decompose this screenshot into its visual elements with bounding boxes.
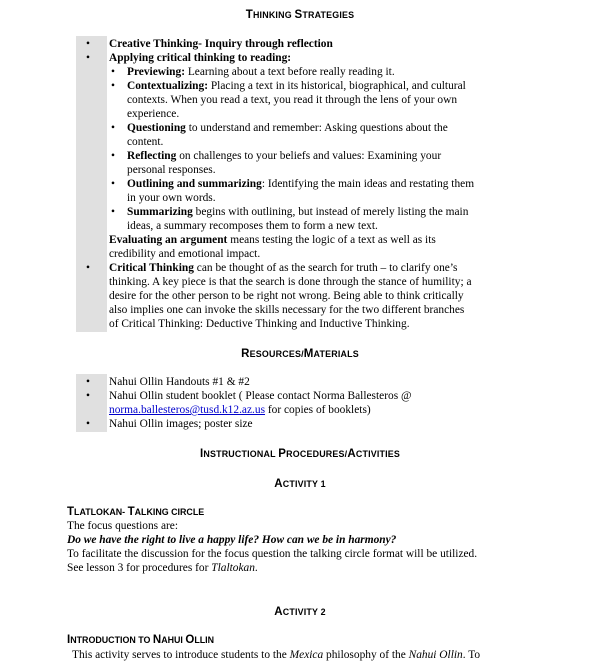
bullet-icon: • (86, 376, 90, 388)
thinking-strategies-heading: THINKING STRATEGIES (245, 9, 355, 21)
nahui-ollin-subheading: INTRODUCTION TO NAHUI OLLIN (67, 634, 215, 646)
list-item: • Summarizing begins with outlining, but instead of merely listing the main ideas, a summary recomposes them to form a new text. (111, 206, 469, 232)
bullet-icon: • (86, 52, 90, 64)
list-item: • Questioning to understand and remember: Asking questions about the content. (111, 122, 448, 148)
list-item: • Previewing: Learning about a text before really reading it. (111, 66, 395, 78)
bullet-icon: • (86, 262, 90, 274)
activity-2-body: This activity serves to introduce students to the Mexica philosophy of the Nahui Ollin. To (72, 649, 481, 661)
activity-1-heading: ACTIVITY 1 (274, 478, 326, 490)
resources-heading: RESOURCES/MATERIALS (241, 348, 359, 360)
activity-1-body: The focus questions are: Do we have the right to live a happy life? How can we be in harmony? To facilitate the discussion for the focus question the talking circle format will be utilized. See lesson 3 for procedures for Tlaltokan. (67, 519, 537, 575)
focus-questions: Do we have the right to live a happy life? How can we be in harmony? (67, 534, 397, 546)
list-item: • Nahui Ollin student booklet ( Please contact Norma Ballesteros @ norma.ballesteros@tusd.k12.az.us for copies of booklets) (86, 390, 412, 416)
list-item: • Applying critical thinking to reading: (86, 52, 292, 64)
email-link[interactable]: norma.ballesteros@tusd.k12.az.us (109, 404, 266, 416)
bullet-icon: • (111, 206, 115, 218)
resources-list (74, 375, 506, 431)
procedures-heading: INSTRUCTIONAL PROCEDURES/ACTIVITIES (199, 448, 401, 460)
bullet-icon: • (111, 178, 115, 190)
tlaltokan-subheading: TLATLOKAN- TALKING CIRCLE (67, 506, 205, 518)
list-item: • Nahui Ollin images; poster size (86, 418, 253, 430)
bullet-icon: • (111, 122, 115, 134)
list-item: • Outlining and summarizing: Identifying the main ideas and restating them in your own words. (111, 178, 475, 204)
list-item: • Creative Thinking- Inquiry through reflection (86, 38, 333, 50)
bullet-icon: • (111, 66, 115, 78)
bullet-icon: • (111, 80, 115, 92)
bullet-icon: • (86, 38, 90, 50)
strategies-list (74, 37, 506, 331)
activity-2-heading: ACTIVITY 2 (274, 606, 326, 618)
list-item: • Reflecting on challenges to your beliefs and values: Examining your personal responses. (111, 150, 442, 176)
bullet-icon: • (111, 150, 115, 162)
list-item: • Contextualizing: Placing a text in its historical, biographical, and cultural contexts. When you read a text, you read it through the lens of your own experience. (111, 80, 466, 120)
bullet-icon: • (86, 418, 90, 430)
evaluating-paragraph: Evaluating an argument means testing the logic of a text as well as its credibility and emotional impact. (109, 234, 436, 260)
list-item: • Critical Thinking can be thought of as the search for truth – to clarify one’s thinking. A key piece is that the search is done through the stance of humility; a desire for the other person to be right not wrong. Being able to think critically also implies one can invoke the skills necessary for the two different branches of Critical Thinking: Deductive Thinking and Inductive Thinking. (86, 262, 472, 330)
list-item: • Nahui Ollin Handouts #1 & #2 (86, 376, 250, 388)
bullet-icon: • (86, 390, 90, 402)
